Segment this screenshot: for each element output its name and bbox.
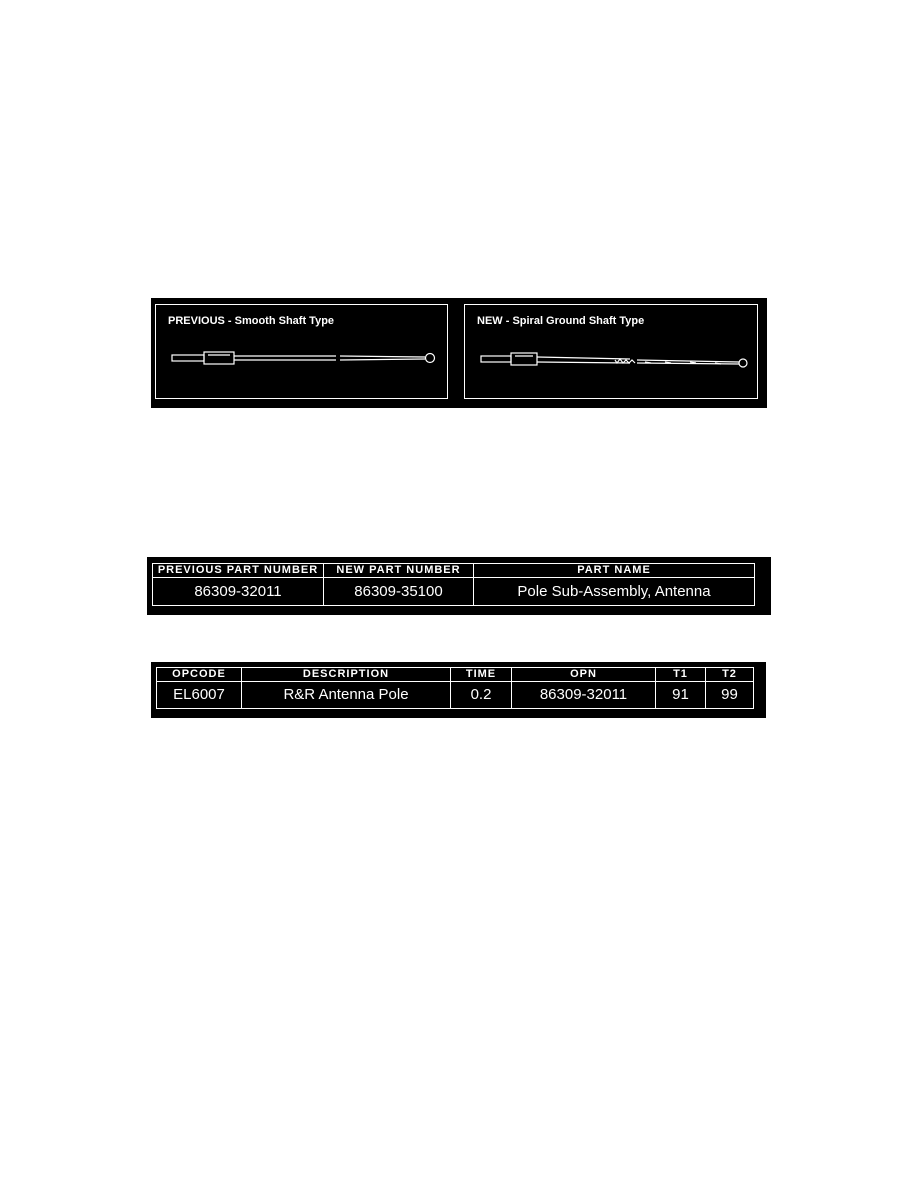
time-cell: 0.2	[451, 682, 512, 709]
parts-table-header	[153, 564, 755, 578]
new-part-number-header: NEW PART NUMBER	[324, 564, 474, 578]
previous-shaft-title: PREVIOUS - Smooth Shaft Type	[168, 315, 335, 327]
parts-table	[147, 557, 771, 615]
antenna-shaft-figure	[151, 298, 767, 408]
previous-part-number-cell: 86309-32011	[153, 578, 324, 606]
opn-cell: 86309-32011	[512, 682, 656, 709]
new-part-number-cell: 86309-35100	[324, 578, 474, 606]
description-cell: R&R Antenna Pole	[242, 682, 451, 709]
time-header: TIME	[451, 668, 512, 682]
opn-header: OPN	[512, 668, 656, 682]
table-row	[153, 578, 755, 606]
labor-table-header	[157, 668, 754, 682]
opcode-header: OPCODE	[157, 668, 242, 682]
t1-header: T1	[656, 668, 706, 682]
t2-header: T2	[706, 668, 754, 682]
opcode-cell: EL6007	[157, 682, 242, 709]
part-name-cell: Pole Sub-Assembly, Antenna	[474, 578, 755, 606]
description-header: DESCRIPTION	[242, 668, 451, 682]
labor-operation-table	[151, 662, 766, 718]
new-shaft-title: NEW - Spiral Ground Shaft Type	[477, 315, 645, 327]
previous-part-number-header: PREVIOUS PART NUMBER	[153, 564, 324, 578]
table-row	[157, 682, 754, 709]
previous-shaft-panel	[155, 304, 448, 399]
part-name-header: PART NAME	[474, 564, 755, 578]
smooth-antenna-shaft-drawing	[156, 305, 449, 400]
t1-cell: 91	[656, 682, 706, 709]
spiral-antenna-shaft-drawing	[465, 305, 759, 400]
new-shaft-panel	[464, 304, 758, 399]
t2-cell: 99	[706, 682, 754, 709]
